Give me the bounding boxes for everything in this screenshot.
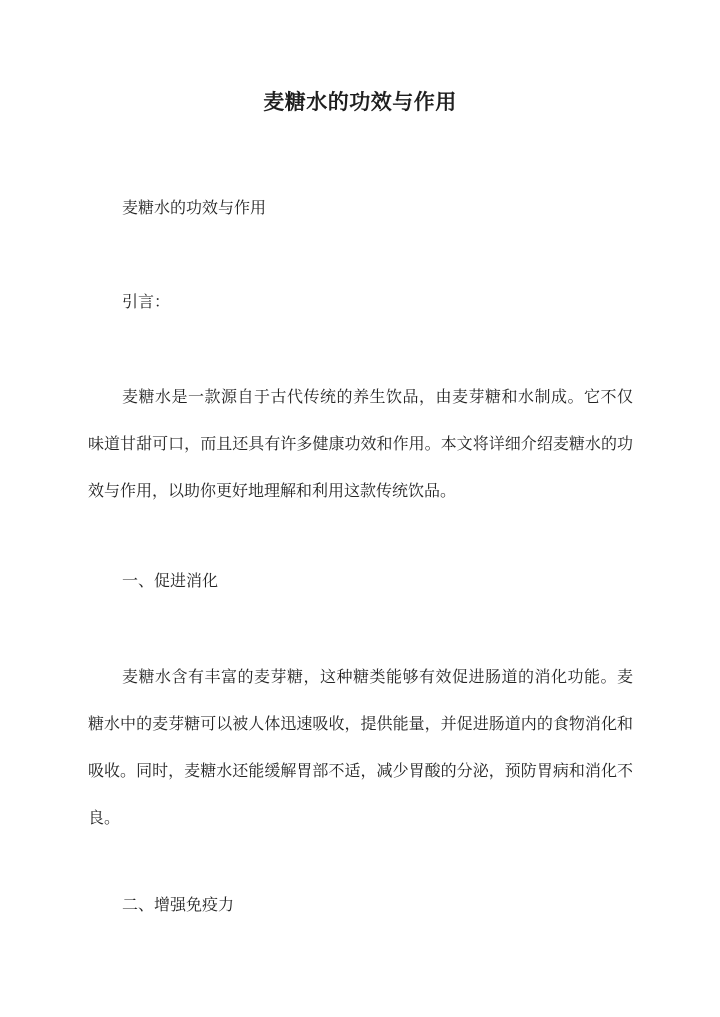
intro-label: 引言： [122,292,171,311]
section-body-digestion: 麦糖水含有丰富的麦芽糖，这种糖类能够有效促进肠道的消化功能。麦糖水中的麦芽糖可以被人体迅速吸收，提供能量，并促进肠道内的食物消化和吸收。同时，麦糖水还能缓解胃部不适，减少胃酸的分泌，预防胃病和消化不良。 [88,667,633,827]
section-heading-digestion: 一、促进消化 [122,571,219,590]
document-subtitle: 麦糖水的功效与作用 [122,198,267,217]
intro-paragraph: 麦糖水是一款源自于古代传统的养生饮品，由麦芽糖和水制成。它不仅味道甘甜可口，而且还具有许多健康功效和作用。本文将详细介绍麦糖水的功效与作用，以助你更好地理解和利用这款传统饮品。 [88,387,633,500]
section-heading-immunity: 二、增强免疫力 [122,895,235,914]
document-title: 麦糖水的功效与作用 [263,89,457,114]
